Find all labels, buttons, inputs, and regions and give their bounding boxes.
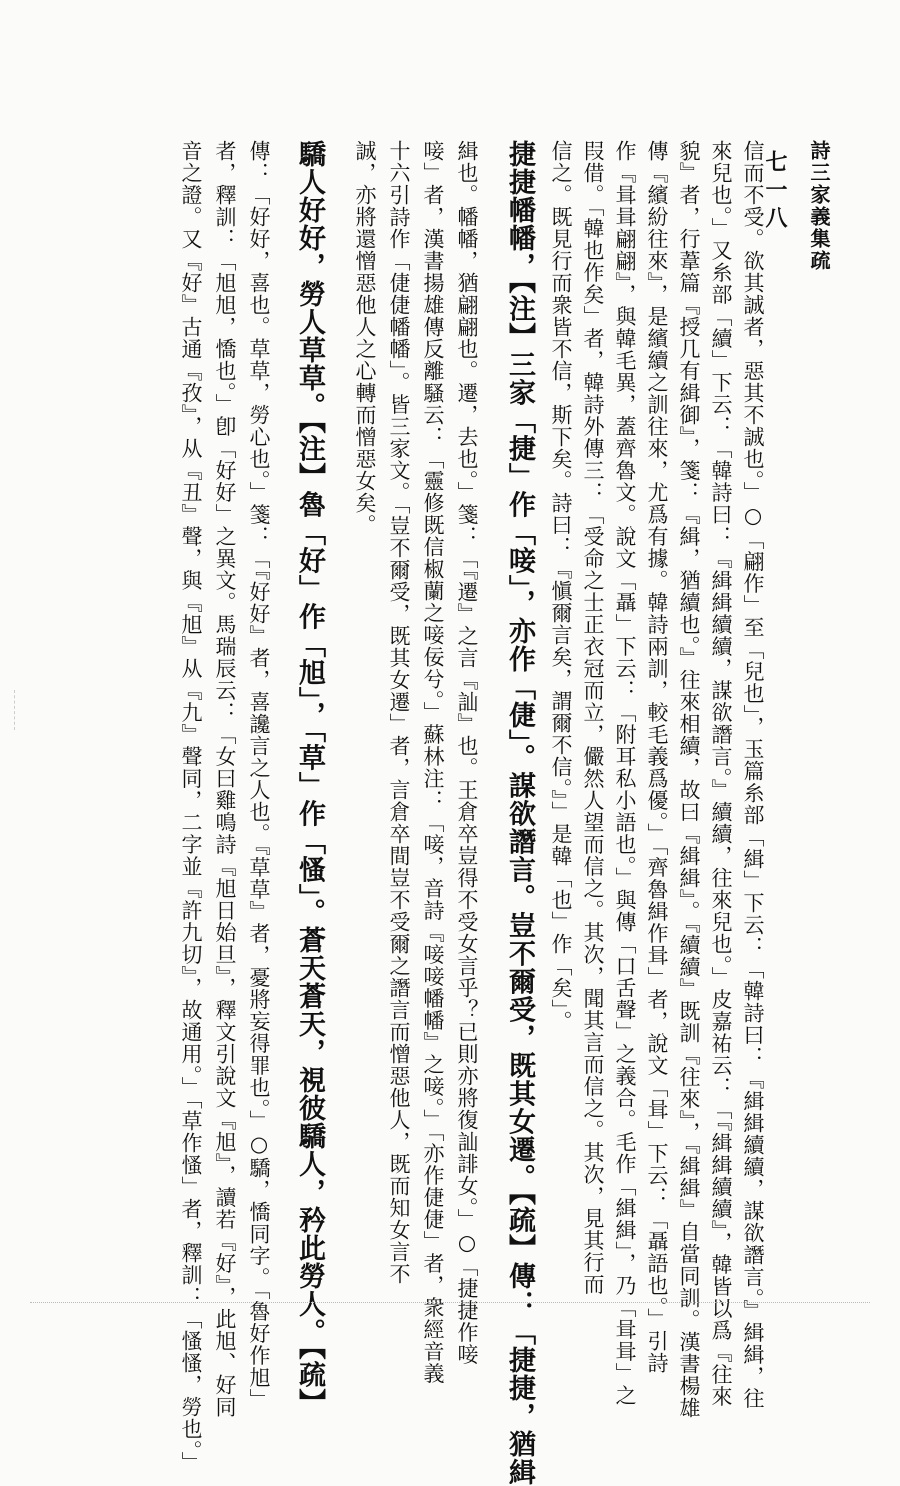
book-title: 詩三家義集疏 [807, 140, 831, 272]
text-column: 來兒也。」又糸部「續」下云：「韓詩曰：『緝緝續續，謀欲譖言。』續續，往來兒也。」皮嘉祐云：「『緝緝續續』，韓皆以爲『往來 [709, 140, 733, 1408]
running-header [800, 140, 840, 440]
text-column: 唼」者，漢書揚雄傳反離騷云：「靈修既信椒蘭之唼佞兮。」蘇林注：「唼，音詩『唼唼幡幡』之唼。」「亦作倢倢」者，衆經音義 [421, 140, 445, 1385]
text-column: 緝也。幡幡，猶翩翩也。遷，去也。」箋：「『遷』之言『訕』也。王倉卒豈得不受女言乎？已則亦將復訕誹女。」○「捷捷作唼 [455, 140, 479, 1366]
text-column: 信而不受。欲其誠者，惡其不誠也。」○「翩作」至「兒也」，玉篇糸部「緝」下云：「韓詩曰：『緝緝續續，謀欲譖言。』緝緝，往 [741, 140, 765, 1410]
bottom-dotted-rule [30, 1302, 870, 1307]
page-number: 七一八 [762, 150, 788, 234]
text-column-verse: 驕人好好，勞人草草。【注】魯「好」作「旭」，「草」作「慅」。蒼天蒼天，視彼驕人，矜此勞人。【疏】 [294, 140, 325, 1417]
text-column: 作『咠咠翩翩』，與韓毛異，蓋齊魯文。說文「聶」下云：「附耳私小語也。」與傳「口舌聲」之義合。毛作「緝緝」，乃「咠咠」之 [613, 140, 637, 1407]
text-column: 十六引詩作「倢倢幡幡」。皆三家文。「豈不爾受，既其女遷」者，言倉卒間豈不受爾之譖言而憎惡他人，既而知女言不 [387, 140, 411, 1285]
binding-mark [14, 690, 23, 730]
text-column: 貌』者，行葦篇『授几有緝御』，箋：『緝，猶續也。』往來相續，故曰『緝緝』。『續續』既訓『往來』，『緝緝』自當同訓。漢書楊雄 [677, 140, 701, 1419]
text-column: 者，釋訓：「旭旭，憍也。」卽「好好」之異文。馬瑞辰云：「女曰雞鳴詩『旭日始旦』，釋文引說文『旭』，讀若『好』，此旭、好同 [213, 140, 237, 1418]
text-column: 傳：「好好，喜也。草草，勞心也。」箋：「『好好』者，喜讒言之人也。『草草』者，憂將妄得罪也。」○驕，憍同字。「魯好作旭」 [247, 140, 271, 1411]
text-column: 叚借。「韓也作矣」者，韓詩外傳三：「受命之士正衣冠而立，儼然人望而信之。其次，聞其言而信之。其次，見其行而 [581, 140, 605, 1296]
text-column: 誠，亦將還憎惡他人之心轉而憎惡女矣。 [353, 140, 377, 536]
text-column: 傳『繽紛往來』，是繽續之訓往來，尤爲有據。韓詩兩訓，較毛義爲優。」「齊魯緝作咠」者，說文「咠」下云：「聶語也。」引詩 [645, 140, 669, 1374]
text-column: 信之。既見行而衆皆不信，斯下矣。詩曰：『愼爾言矣，謂爾不信。』」是韓「也」作「矣」。 [549, 140, 573, 1033]
text-column: 音之證。又『好』古通『孜』，从『丑』聲，與『旭』从『九』聲同，二字並『許九切』，故通用。」「草作慅」者，釋訓：「慅慅，勞也。」 [179, 140, 203, 1474]
text-column-verse: 捷捷幡幡，【注】三家「捷」作「唼」，亦作「倢」。謀欲譖言。豈不爾受，既其女遷。【疏】傳：「捷捷，猶緝 [504, 140, 535, 1486]
